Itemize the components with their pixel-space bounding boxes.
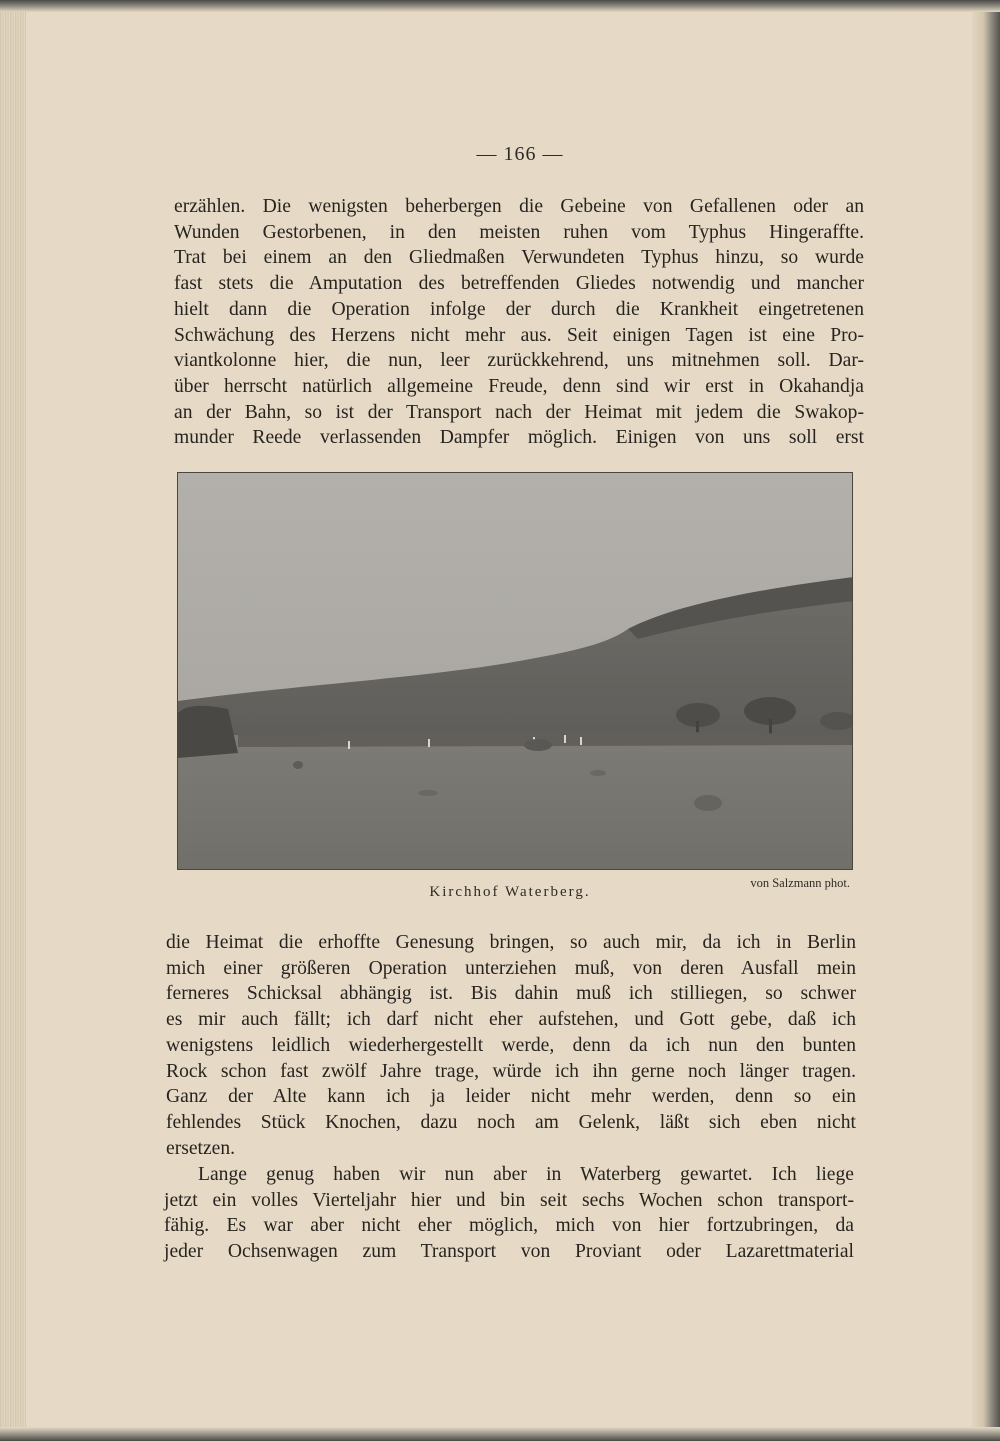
text-line: über herrscht natürlich allgemeine Freude, denn sind wir erst in Okahandja [174, 375, 864, 397]
page-stack-edge-left [0, 0, 26, 1441]
text-line: munder Reede verlassenden Dampfer möglich. Einigen von uns soll erst [174, 427, 864, 449]
photo-credit: von Salzmann phot. [750, 876, 850, 890]
text-line: hielt dann die Operation infolge der durch die Krankheit eingetretenen [174, 298, 864, 320]
text-line: mich einer größeren Operation unterziehen muß, von deren Ausfall mein [166, 957, 856, 979]
text-line: es mir auch fällt; ich darf nicht eher aufstehen, und Gott gebe, daß ich [166, 1009, 856, 1031]
text-line: wenigstens leidlich wiederhergestellt werde, denn da ich nun den bunten [166, 1034, 856, 1056]
text-line: jeder Ochsenwagen zum Transport von Proviant oder Lazarettmaterial [164, 1241, 854, 1263]
text-line: Ganz der Alte kann ich ja leider nicht mehr werden, denn so ein [166, 1086, 856, 1108]
text-line: viantkolonne hier, die nun, leer zurückkehrend, uns mitnehmen soll. Dar- [174, 350, 864, 372]
text-line: Trat bei einem an den Gliedmaßen Verwundeten Typhus hinzu, so wurde [174, 247, 864, 269]
text-line: Rock schon fast zwölf Jahre trage, würde ich ihn gerne noch länger tragen. [166, 1060, 856, 1082]
paragraph-3 [164, 1162, 854, 1265]
page-edge-top [0, 0, 1000, 12]
text-line: jetzt ein volles Vierteljahr hier und bin seit sechs Wochen schon transport- [164, 1189, 854, 1211]
photograph-cemetery-waterberg [177, 472, 853, 870]
text-line: Wunden Gestorbenen, in den meisten ruhen vom Typhus Hingeraffte. [174, 221, 864, 243]
text-line: die Heimat die erhoffte Genesung bringen, so auch mir, da ich in Berlin [166, 932, 856, 953]
text-line: Schwächung des Herzens nicht mehr aus. Seit einigen Tagen ist eine Pro- [174, 324, 864, 346]
text-line: erzählen. Die wenigsten beherbergen die Gebeine von Gefallenen oder an [174, 196, 864, 217]
landscape-illustration [178, 473, 853, 870]
text-line: fähig. Es war aber nicht eher möglich, mich von hier fortzubringen, da [164, 1215, 854, 1237]
text-line: Lange genug haben wir nun aber in Waterberg gewartet. Ich liege [198, 1164, 854, 1185]
page-number: — 166 — [476, 143, 564, 165]
text-line: fehlendes Stück Knochen, dazu noch am Gelenk, läßt sich eben nicht [166, 1111, 856, 1133]
text-line: ferneres Schicksal abhängig ist. Bis dahin muß ich stilliegen, so schwer [166, 983, 856, 1005]
photo-caption: Kirchhof Waterberg. [429, 884, 591, 900]
paragraph-1 [174, 194, 864, 451]
text-line: fast stets die Amputation des betreffenden Gliedes notwendig und mancher [174, 273, 864, 295]
page-edge-right [972, 0, 1000, 1441]
page-edge-bottom [0, 1427, 1000, 1441]
text-line: an der Bahn, so ist der Transport nach der Heimat mit jedem die Swakop- [174, 401, 864, 423]
paragraph-2 [166, 930, 856, 1161]
text-line: ersetzen. [166, 1137, 236, 1159]
